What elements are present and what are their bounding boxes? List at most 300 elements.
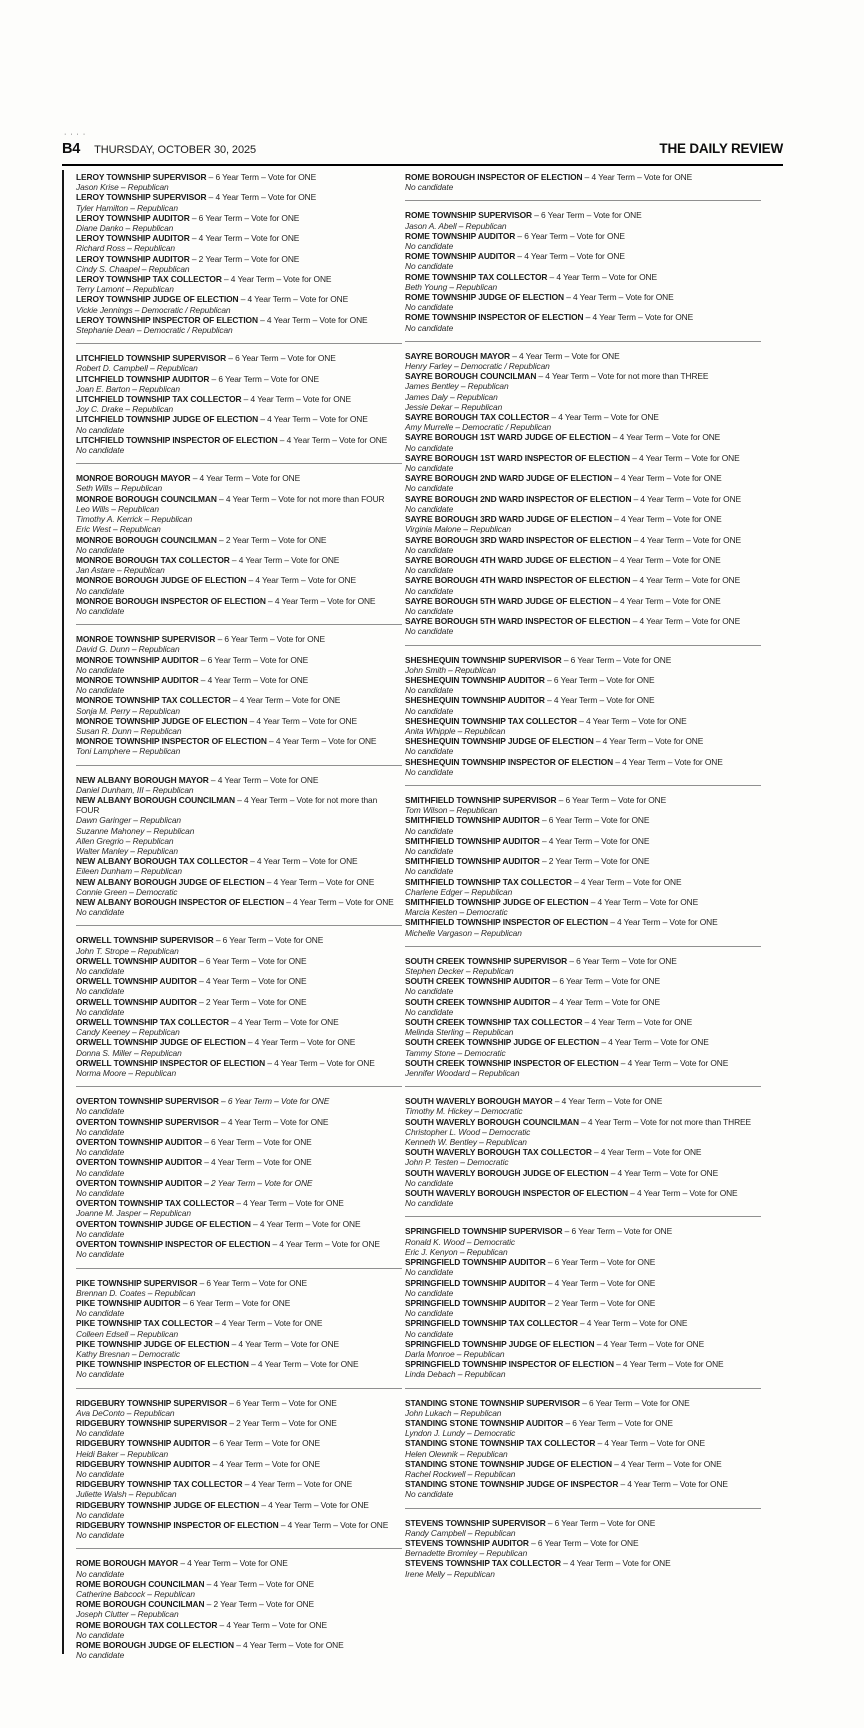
office-title: RIDGEBURY TOWNSHIP TAX COLLECTOR [76, 1479, 243, 1490]
candidate-line: Kathy Bresnan – Democratic [76, 1348, 180, 1359]
office-line [76, 1558, 402, 1568]
office-term: – 4 Year Term – Vote for ONE [259, 1499, 369, 1510]
candidate-line: Walter Manley – Republican [76, 845, 178, 856]
office-term: – 4 Year Term – Vote for ONE [189, 233, 300, 244]
office-term: – 4 Year Term – Vote for ONE [250, 1218, 361, 1229]
office-title: MONROE BOROUGH TAX COLLECTOR [76, 554, 230, 565]
candidate-line: Joanne M. Jasper – Republican [76, 1208, 191, 1219]
office-term: – 4 Year Term – Vote for ONE [630, 575, 741, 586]
candidate-line: Heidi Baker – Republican [76, 1448, 169, 1459]
office-line [405, 231, 761, 241]
office-line [405, 815, 761, 825]
section-divider [405, 1216, 761, 1217]
race-section [405, 351, 761, 637]
office-line [76, 254, 402, 264]
race-section [76, 473, 402, 616]
office-title: OVERTON TOWNSHIP SUPERVISOR [76, 1116, 219, 1127]
candidate-line: Sonja M. Perry – Republican [76, 705, 180, 716]
office-title: SPRINGFIELD TOWNSHIP AUDITOR [405, 1257, 546, 1268]
race-section [76, 1558, 402, 1660]
office-title: NEW ALBANY BOROUGH TAX COLLECTOR [76, 856, 248, 867]
race-section [76, 1096, 402, 1259]
office-term: – 4 Year Term – Vote for ONE [631, 493, 742, 504]
race-section [405, 956, 761, 1078]
page-date: THURSDAY, OCTOBER 30, 2025 [94, 144, 256, 156]
office-line [76, 294, 402, 304]
office-title: SAYRE BOROUGH 3RD WARD INSPECTOR OF ELECTION [405, 534, 632, 545]
office-line [405, 1168, 761, 1178]
section-divider [76, 463, 402, 464]
office-term: – 4 Year Term – Vote for ONE [630, 616, 741, 627]
no-candidate-line: No candidate [405, 1006, 454, 1017]
office-term: – 6 Year Term – Vote for ONE [544, 674, 655, 685]
office-term: – 4 Year Term – Vote for ONE [242, 1479, 353, 1490]
office-title: RIDGEBURY TOWNSHIP SUPERVISOR [76, 1417, 228, 1428]
candidate-line: Toni Lamphere – Republican [76, 746, 181, 757]
no-candidate-line: No candidate [76, 685, 125, 696]
office-term: – 6 Year Term – Vote for ONE [202, 1137, 312, 1148]
office-title: SAYRE BOROUGH 4TH WARD JUDGE OF ELECTION [405, 554, 612, 565]
candidate-line: Dawn Garinger – Republican [76, 815, 181, 826]
candidate-line: Jessie Dekar – Republican [405, 401, 503, 412]
office-line [405, 897, 761, 907]
office-line [76, 1620, 402, 1630]
office-term: – 4 Year Term – Vote for ONE [607, 917, 718, 928]
office-title: MONROE BOROUGH JUDGE OF ELECTION [76, 575, 247, 586]
office-term: – 6 Year Term – Vote for ONE [567, 955, 677, 966]
candidate-line: Joy C. Drake – Republican [76, 404, 174, 415]
office-line [76, 956, 402, 966]
candidate-line: Terry Lamont – Republican [76, 284, 174, 295]
office-line [76, 1520, 402, 1530]
candidate-line: David G. Dunn – Republican [76, 644, 180, 655]
office-term: – 2 Year Term – Vote for ONE [196, 996, 307, 1007]
section-divider [405, 1086, 761, 1087]
office-term: – 4 Year Term – Vote for ONE [547, 271, 657, 282]
office-title: RIDGEBURY TOWNSHIP SUPERVISOR [76, 1397, 228, 1408]
office-term: – 4 Year Term – Vote for ONE [611, 473, 722, 484]
office-line [405, 272, 761, 282]
candidate-line: Charlene Edger – Republican [405, 886, 513, 897]
office-term: – 6 Year Term – Vote for ONE [226, 353, 336, 364]
office-title: MONROE TOWNSHIP JUDGE OF ELECTION [76, 715, 248, 726]
office-term: – 4 Year Term – Vote for ONE [612, 1458, 722, 1469]
office-term: – 4 Year Term – Vote for ONE [509, 350, 620, 361]
office-term: – 4 Year Term – Vote for ONE [264, 876, 375, 887]
office-term: – 4 Year Term – Vote for ONE [221, 274, 332, 285]
office-term: – 4 Year Term – Vote for ONE [627, 1188, 738, 1199]
office-line [76, 935, 402, 945]
office-line [405, 351, 761, 361]
office-line [405, 1017, 761, 1027]
office-term: – 4 Year Term – Vote for ONE [550, 996, 660, 1007]
office-title: SAYRE BOROUGH 4TH WARD INSPECTOR OF ELECTION [405, 575, 631, 586]
office-term: – 4 Year Term – Vote for ONE [218, 1116, 329, 1127]
candidate-line: Linda Debach – Republican [405, 1369, 506, 1380]
office-line [76, 1096, 402, 1106]
no-candidate-line: No candidate [76, 1369, 125, 1380]
office-term: – 4 Year Term – Vote for ONE [234, 1198, 344, 1209]
office-line [76, 596, 402, 606]
section-divider [405, 1508, 761, 1509]
no-candidate-line: No candidate [76, 445, 125, 456]
office-term: – 6 Year Term – Vote for ONE [515, 230, 625, 241]
office-term: – 6 Year Term – Vote for ONE [210, 1438, 320, 1449]
office-title: MONROE BOROUGH MAYOR [76, 473, 191, 484]
office-line [405, 432, 761, 442]
office-line [405, 1359, 761, 1369]
office-line [405, 371, 761, 381]
office-term: – 4 Year Term – Vote for not more than THREE [536, 371, 709, 382]
office-term: – 4 Year Term – Vote for ONE [552, 1096, 663, 1107]
office-line [405, 1558, 761, 1568]
office-line [76, 1157, 402, 1167]
office-line [405, 1318, 761, 1328]
office-term: – 4 Year Term – Vote for ONE [515, 251, 625, 262]
candidate-line: Suzanne Mahoney – Republican [76, 825, 195, 836]
candidate-line: Darla Monroe – Republican [405, 1348, 505, 1359]
candidate-line: Rachel Rockwell – Republican [405, 1468, 516, 1479]
no-candidate-line: No candidate [405, 705, 454, 716]
office-line [405, 1278, 761, 1288]
office-term: – 4 Year Term – Vote for ONE [277, 434, 388, 445]
office-line [405, 1147, 761, 1157]
office-term: – 2 Year Term – Vote for ONE [539, 856, 650, 867]
office-title: OVERTON TOWNSHIP JUDGE OF ELECTION [76, 1218, 251, 1229]
office-term: – 4 Year Term – Vote for ONE [577, 1318, 688, 1329]
office-line [76, 394, 402, 404]
office-title: SMITHFIELD TOWNSHIP AUDITOR [405, 835, 540, 846]
office-line [405, 1518, 761, 1528]
office-term: – 6 Year Term – Vote for ONE [218, 1096, 330, 1107]
candidate-line: Seth Wills – Republican [76, 483, 163, 494]
office-title: SMITHFIELD TOWNSHIP INSPECTOR OF ELECTION [405, 917, 608, 928]
right-column [405, 172, 761, 1579]
race-section [76, 775, 402, 918]
office-line [76, 1438, 402, 1448]
office-term: – 4 Year Term – Vote for ONE [238, 294, 349, 305]
office-title: PIKE TOWNSHIP JUDGE OF ELECTION [76, 1338, 230, 1349]
no-candidate-line: No candidate [76, 1167, 125, 1178]
office-title: LEROY TOWNSHIP SUPERVISOR [76, 172, 207, 182]
office-title: ORWELL TOWNSHIP JUDGE OF ELECTION [76, 1037, 246, 1048]
office-title: SOUTH CREEK TOWNSHIP AUDITOR [405, 996, 551, 1007]
office-title: SPRINGFIELD TOWNSHIP AUDITOR [405, 1277, 546, 1288]
office-title: ORWELL TOWNSHIP AUDITOR [76, 955, 197, 966]
candidate-line: Kenneth W. Bentley – Republican [405, 1137, 527, 1148]
candidate-line: Stephanie Dean – Democratic / Republican [76, 325, 233, 336]
office-term: – 6 Year Term – Vote for ONE [545, 1517, 656, 1528]
candidate-line: Jan Astare – Republican [76, 565, 165, 576]
candidate-line: James Bentley – Republican [405, 381, 509, 392]
office-term: – 4 Year Term – Vote for ONE [230, 695, 341, 706]
no-candidate-line: No candidate [76, 1308, 125, 1319]
office-title: ORWELL TOWNSHIP AUDITOR [76, 996, 197, 1007]
office-line [76, 1037, 402, 1047]
office-line [405, 210, 761, 220]
no-candidate-line: No candidate [76, 1629, 125, 1640]
office-title: STANDING STONE TOWNSHIP JUDGE OF ELECTION [405, 1458, 612, 1469]
office-title: SHESHEQUIN TOWNSHIP INSPECTOR OF ELECTION [405, 756, 614, 767]
candidate-line: Anita Whipple – Republican [405, 725, 506, 736]
office-title: ROME TOWNSHIP TAX COLLECTOR [405, 271, 548, 282]
office-term: – 4 Year Term – Vote for ONE [229, 1338, 340, 1349]
office-title: PIKE TOWNSHIP AUDITOR [76, 1297, 181, 1308]
office-title: LITCHFIELD TOWNSHIP INSPECTOR OF ELECTION [76, 434, 278, 445]
office-title: NEW ALBANY BOROUGH JUDGE OF ELECTION [76, 876, 265, 887]
office-term: – 4 Year Term – Vote for ONE [582, 1017, 693, 1028]
no-candidate-line: No candidate [76, 605, 125, 616]
office-line [76, 775, 402, 785]
office-line [405, 1418, 761, 1428]
section-divider [405, 341, 761, 342]
no-candidate-line: No candidate [76, 1228, 125, 1239]
office-term: – 4 Year Term – Vote for ONE [591, 1147, 702, 1158]
no-candidate-line: No candidate [405, 565, 454, 576]
candidate-line: Brennan D. Coates – Republican [76, 1287, 196, 1298]
office-title: SAYRE BOROUGH 3RD WARD JUDGE OF ELECTION [405, 514, 612, 525]
office-title: OVERTON TOWNSHIP TAX COLLECTOR [76, 1198, 235, 1209]
candidate-line: Susan R. Dunn – Republican [76, 725, 182, 736]
office-title: SAYRE BOROUGH 2ND WARD JUDGE OF ELECTION [405, 473, 612, 484]
office-term: – 4 Year Term – Vote for ONE [178, 1558, 288, 1569]
candidate-line: John Smith – Republican [405, 664, 496, 675]
section-divider [405, 785, 761, 786]
no-candidate-line: No candidate [76, 1468, 125, 1479]
office-term: – 6 Year Term – Vote for ONE [198, 654, 309, 665]
office-title: SAYRE BOROUGH 1ST WARD JUDGE OF ELECTION [405, 432, 611, 443]
office-line [405, 1298, 761, 1308]
no-candidate-line: No candidate [76, 1188, 125, 1199]
office-term: – 4 Year Term – Vote for ONE [595, 1438, 705, 1449]
masthead-title: THE DAILY REVIEW [659, 141, 783, 156]
office-term: – 4 Year Term – Vote for ONE [583, 312, 694, 323]
race-section [76, 935, 402, 1078]
no-candidate-line: No candidate [405, 1287, 454, 1298]
no-candidate-line: No candidate [405, 442, 454, 453]
office-line [405, 917, 761, 927]
office-term: – 6 Year Term – Vote for ONE [227, 1397, 337, 1408]
office-title: SOUTH WAVERLY BOROUGH MAYOR [405, 1096, 553, 1107]
no-candidate-line: No candidate [405, 241, 454, 252]
office-title: SMITHFIELD TOWNSHIP AUDITOR [405, 815, 540, 826]
office-line [76, 1058, 402, 1068]
office-term: – 2 Year Term – Vote for ONE [204, 1599, 315, 1610]
office-term: – 4 Year Term – Vote for ONE [241, 394, 352, 405]
office-term: – 6 Year Term – Vote for ONE [562, 1226, 673, 1237]
office-term: – 6 Year Term – Vote for ONE [528, 1537, 639, 1548]
office-term: – 4 Year Term – Vote for ONE [582, 172, 693, 182]
office-term: – 4 Year Term – Vote for ONE [610, 432, 721, 443]
office-line [76, 695, 402, 705]
office-line [405, 575, 761, 585]
candidate-line: Ava DeConto – Republican [76, 1407, 175, 1418]
candidate-line: Richard Ross – Republican [76, 243, 175, 254]
candidate-line: Lyndon J. Lundy – Democratic [405, 1428, 516, 1439]
office-title: STANDING STONE TOWNSHIP AUDITOR [405, 1417, 564, 1428]
office-term: – 4 Year Term – Vote for ONE [234, 1640, 344, 1650]
office-title: ORWELL TOWNSHIP INSPECTOR OF ELECTION [76, 1057, 266, 1068]
no-candidate-line: No candidate [405, 1328, 454, 1339]
office-line [76, 555, 402, 565]
office-term: – 4 Year Term – Vote for ONE [266, 736, 377, 747]
candidate-line: Tom Wilson – Republican [405, 805, 498, 816]
office-title: ROME BOROUGH JUDGE OF ELECTION [76, 1640, 234, 1650]
office-line [405, 616, 761, 626]
office-term: – 4 Year Term – Vote for ONE [198, 674, 309, 685]
office-term: – 4 Year Term – Vote for ONE [560, 1558, 671, 1569]
office-line [76, 1298, 402, 1308]
office-title: LEROY TOWNSHIP JUDGE OF ELECTION [76, 294, 239, 305]
office-term: – 4 Year Term – Vote for ONE [611, 514, 722, 525]
section-divider [76, 925, 402, 926]
office-title: RIDGEBURY TOWNSHIP JUDGE OF ELECTION [76, 1499, 260, 1510]
office-line [405, 1117, 761, 1127]
race-section [405, 1398, 761, 1500]
office-line [76, 877, 402, 887]
office-title: SPRINGFIELD TOWNSHIP JUDGE OF ELECTION [405, 1338, 595, 1349]
candidate-line: Daniel Dunham, III – Republican [76, 784, 194, 795]
office-title: LEROY TOWNSHIP AUDITOR [76, 212, 190, 223]
office-title: SAYRE BOROUGH MAYOR [405, 350, 510, 361]
office-title: SOUTH CREEK TOWNSHIP TAX COLLECTOR [405, 1017, 583, 1028]
office-line [76, 655, 402, 665]
page-number: B4 [62, 141, 81, 157]
office-title: STANDING STONE TOWNSHIP SUPERVISOR [405, 1397, 580, 1408]
office-title: SAYRE BOROUGH 5TH WARD INSPECTOR OF ELECTION [405, 616, 631, 627]
office-title: ORWELL TOWNSHIP SUPERVISOR [76, 935, 214, 946]
office-term: – 4 Year Term – Vote for ONE [613, 1359, 724, 1370]
no-candidate-line: No candidate [405, 626, 454, 637]
no-candidate-line: No candidate [405, 866, 454, 877]
office-title: LEROY TOWNSHIP AUDITOR [76, 233, 190, 244]
office-line [76, 535, 402, 545]
office-term: – 6 Year Term – Vote for ONE [539, 815, 650, 826]
candidate-line: Colleen Edsell – Republican [76, 1328, 179, 1339]
office-term: – 6 Year Term – Vote for ONE [209, 373, 319, 384]
office-line [76, 897, 402, 907]
candidate-line: Leo Wills – Republican [76, 503, 159, 514]
office-title: ORWELL TOWNSHIP TAX COLLECTOR [76, 1017, 229, 1028]
office-title: RIDGEBURY TOWNSHIP AUDITOR [76, 1438, 211, 1449]
office-term: – 2 Year Term – Vote for ONE [227, 1417, 337, 1428]
office-line [405, 1479, 761, 1489]
office-line [76, 575, 402, 585]
office-line [76, 192, 402, 202]
office-title: OVERTON TOWNSHIP AUDITOR [76, 1137, 203, 1148]
candidate-line: Eileen Dunham – Republican [76, 866, 182, 877]
candidate-line: Juliette Walsh – Republican [76, 1489, 177, 1500]
office-term: – 4 Year Term – Vote for ONE [608, 1167, 719, 1178]
candidate-line: Joan E. Barton – Republican [76, 383, 180, 394]
candidate-line: Eric West – Republican [76, 524, 161, 535]
office-title: SMITHFIELD TOWNSHIP JUDGE OF ELECTION [405, 897, 589, 907]
office-title: SMITHFIELD TOWNSHIP AUDITOR [405, 856, 540, 867]
office-line [405, 1398, 761, 1408]
no-candidate-line: No candidate [76, 1428, 125, 1439]
office-term: – 4 Year Term – Vote for ONE [247, 856, 358, 867]
office-title: OVERTON TOWNSHIP INSPECTOR OF ELECTION [76, 1239, 271, 1250]
race-section [405, 172, 761, 192]
candidate-line: Tammy Stone – Democratic [405, 1047, 506, 1058]
office-term: – 4 Year Term – Vote for not more than FOUR [76, 794, 378, 816]
section-divider [76, 1548, 402, 1549]
section-divider [405, 946, 761, 947]
office-line [405, 292, 761, 302]
no-candidate-line: No candidate [405, 261, 454, 272]
candidate-line: Randy Campbell – Republican [405, 1527, 516, 1538]
office-term: – 4 Year Term – Vote for not more than THREE [578, 1116, 752, 1127]
office-line [76, 1318, 402, 1328]
office-line [405, 1257, 761, 1267]
office-line [76, 1479, 402, 1489]
office-title: SHESHEQUIN TOWNSHIP AUDITOR [405, 674, 545, 685]
office-term: – 4 Year Term – Vote for ONE [618, 1057, 729, 1068]
candidate-line: Jennifer Woodard – Republican [405, 1068, 520, 1079]
candidate-line: Timothy A. Kerrick – Republican [76, 514, 193, 525]
office-line [76, 634, 402, 644]
candidate-line: Allen Gregrio – Republican [76, 835, 174, 846]
candidate-line: Jason A. Abell – Republican [405, 220, 507, 231]
office-title: SHESHEQUIN TOWNSHIP JUDGE OF ELECTION [405, 736, 594, 747]
office-title: ROME TOWNSHIP SUPERVISOR [405, 210, 532, 221]
office-title: LEROY TOWNSHIP AUDITOR [76, 253, 190, 264]
no-candidate-line: No candidate [405, 182, 454, 193]
office-term: – 6 Year Term – Vote for ONE [579, 1397, 690, 1408]
page-header [62, 141, 783, 157]
no-candidate-line: No candidate [76, 907, 125, 918]
no-candidate-line: No candidate [405, 503, 454, 514]
office-term: – 4 Year Term – Vote for ONE [245, 1037, 356, 1048]
office-title: SOUTH CREEK TOWNSHIP SUPERVISOR [405, 955, 568, 966]
office-line [405, 251, 761, 261]
office-title: LITCHFIELD TOWNSHIP AUDITOR [76, 373, 210, 384]
no-candidate-line: No candidate [405, 585, 454, 596]
office-line [405, 997, 761, 1007]
candidate-line: John P. Testen – Democratic [405, 1157, 509, 1168]
office-line [76, 1418, 402, 1428]
office-title: PIKE TOWNSHIP TAX COLLECTOR [76, 1318, 213, 1329]
office-line [76, 1339, 402, 1349]
candidate-line: Vickie Jennings – Democratic / Republican [76, 304, 231, 315]
office-line [76, 315, 402, 325]
office-title: MONROE TOWNSHIP AUDITOR [76, 654, 199, 665]
candidate-line: Irene Melly – Republican [405, 1568, 495, 1579]
office-term: – 4 Year Term – Vote for ONE [611, 554, 721, 565]
office-line [76, 736, 402, 746]
no-candidate-line: No candidate [76, 585, 125, 596]
no-candidate-line: No candidate [405, 544, 454, 555]
office-term: – 4 Year Term – Vote for ONE [588, 897, 699, 907]
office-term: – 4 Year Term – Vote for ONE [618, 1479, 728, 1490]
candidate-line: Bernadette Bromley – Republican [405, 1548, 528, 1559]
no-candidate-line: No candidate [405, 483, 454, 494]
office-line [76, 1178, 402, 1188]
no-candidate-line: No candidate [76, 1006, 125, 1017]
office-line [405, 1538, 761, 1548]
office-line [405, 473, 761, 483]
office-line [405, 535, 761, 545]
office-line [76, 997, 402, 1007]
office-term: – 4 Year Term – Vote for ONE [228, 1017, 339, 1028]
candidate-line: Timothy M. Hickey – Democratic [405, 1106, 523, 1117]
race-section [405, 1226, 761, 1379]
section-divider [76, 1086, 402, 1087]
office-term: – 6 Year Term – Vote for ONE [550, 976, 660, 987]
office-term: – 2 Year Term – Vote for ONE [189, 253, 300, 264]
office-title: SPRINGFIELD TOWNSHIP INSPECTOR OF ELECTION [405, 1359, 614, 1370]
race-section [76, 1278, 402, 1380]
